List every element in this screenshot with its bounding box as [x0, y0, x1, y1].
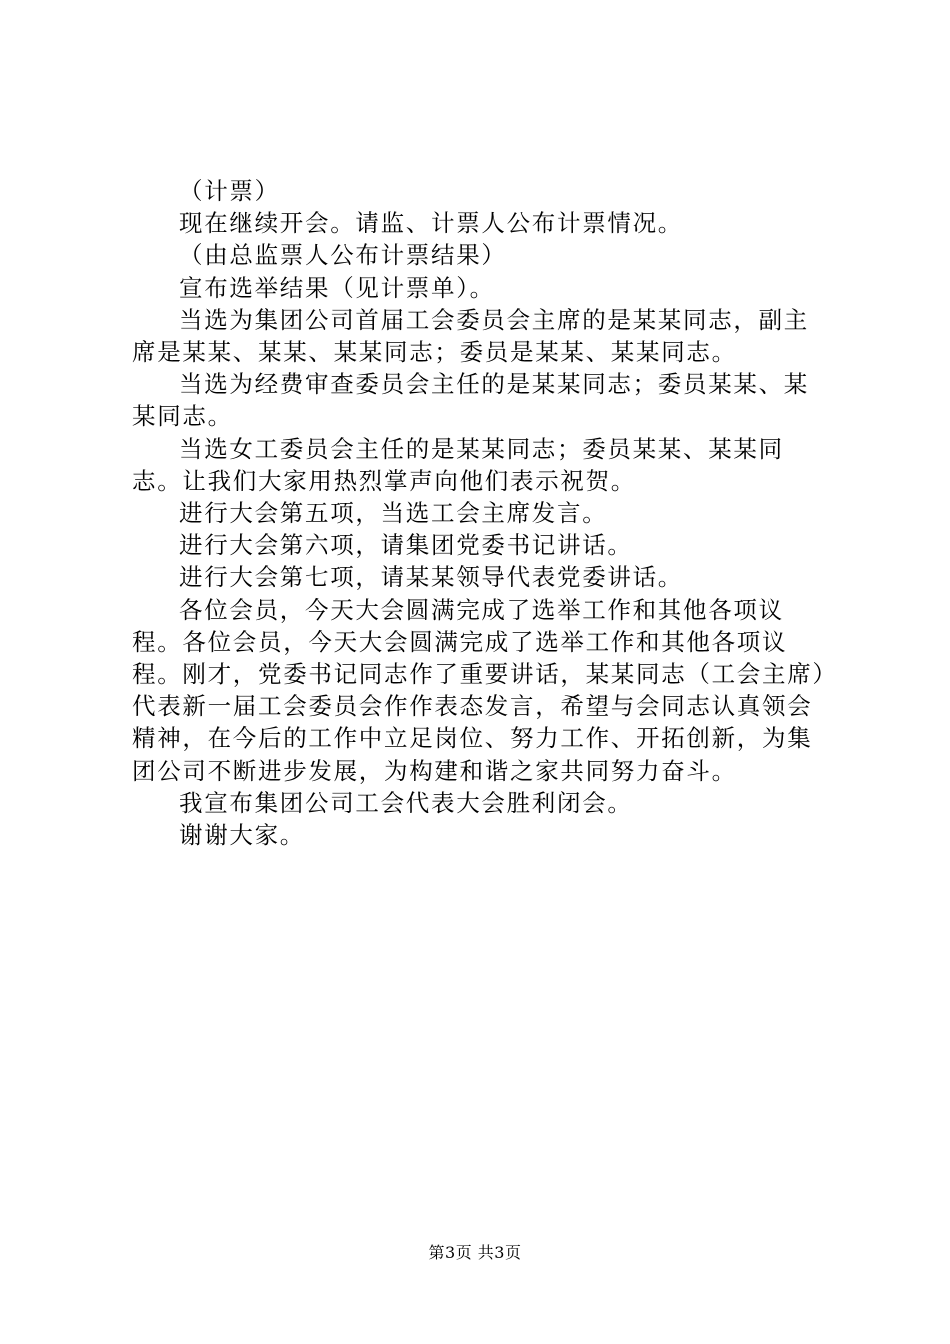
paragraph-union-chair: 当选为集团公司首届工会委员会主席的是某某同志，副主席是某某、某某、某某同志；委员是某某、某某同志。 — [132, 305, 809, 367]
document-body — [132, 175, 832, 851]
paragraph-election-result: 宣布选举结果（见计票单）。 — [179, 273, 495, 302]
paragraph-audit-committee: 当选为经费审查委员会主任的是某某同志；委员某某、某某同志。 — [132, 370, 809, 431]
page-footer: 第3页 共3页 — [428, 1243, 522, 1262]
paragraph-item-seven: 进行大会第七项，请某某领导代表党委讲话。 — [179, 563, 683, 592]
paragraph-declare-closed: 我宣布集团公司工会代表大会胜利闭会。 — [179, 788, 633, 817]
paragraph-vote-count: （计票） — [179, 177, 280, 205]
paragraph-closing-remarks: 各位会员，今天大会圆满完成了选举工作和其他各项议程。各位会员，今天大会圆满完成了选举工作和其他各项议程。刚才，党委书记同志作了重要讲话，某某同志（工会主席）代表新一届工会委员会作作表态发言，希望与会同志认真领会精神，在今后的工作中立足岗位、努力工作、开拓创新，为集团公司不断进步发展，为构建和谐之家共同努力奋斗。 — [132, 595, 826, 785]
paragraph-item-six: 进行大会第六项，请集团党委书记讲话。 — [179, 531, 633, 560]
paragraph-women-committee: 当选女工委员会主任的是某某同志；委员某某、某某同志。让我们大家用热烈掌声向他们表示祝贺。 — [132, 434, 784, 495]
paragraph-thanks: 谢谢大家。 — [179, 821, 305, 850]
paragraph-item-five: 进行大会第五项，当选工会主席发言。 — [179, 499, 608, 528]
paragraph-announce-count: （由总监票人公布计票结果） — [179, 241, 507, 270]
paragraph-resume-meeting: 现在继续开会。请监、计票人公布计票情况。 — [179, 209, 683, 238]
